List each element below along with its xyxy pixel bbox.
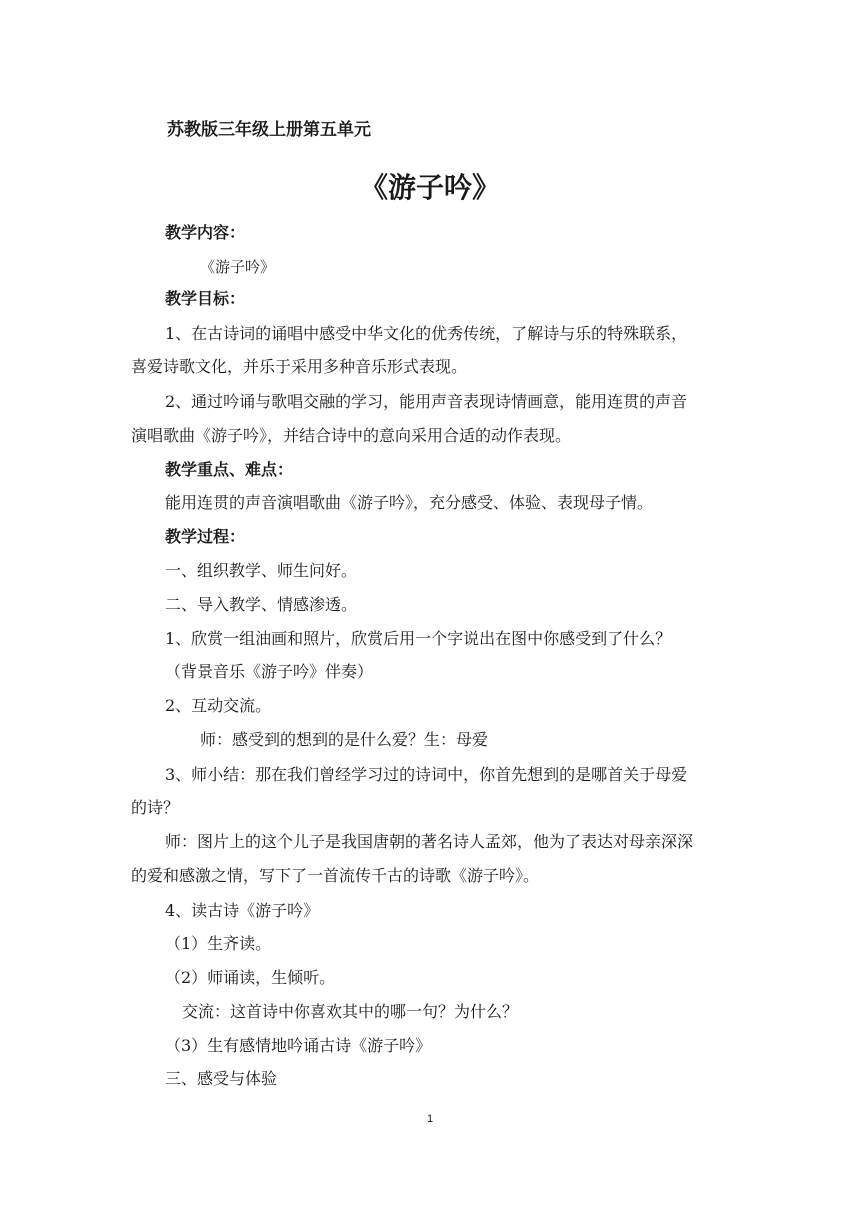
step-2-4-2b: 交流：这首诗中你喜欢其中的哪一句？为什么？ [182, 1002, 519, 1021]
step-2-3-line1: 3、师小结：那在我们曾经学习过的诗词中，你首先想到的是哪首关于母爱 [165, 765, 688, 784]
process-heading: 教学过程： [165, 527, 246, 546]
step-2-1b: （背景音乐《游子吟》伴奏） [165, 662, 374, 681]
teacher-line1: 师：图片上的这个儿子是我国唐朝的著名诗人孟郊，他为了表达对母亲深深 [165, 832, 694, 851]
teacher-line2: 的爱和感激之情，写下了一首流传千古的诗歌《游子吟》。 [131, 866, 540, 885]
step-2-4-3: （3）生有感情地吟诵古诗《游子吟》 [165, 1036, 432, 1055]
step-2-4-2: （2）师诵读，生倾听。 [165, 968, 336, 987]
content-text: 《游子吟》 [200, 258, 276, 276]
goals-heading: 教学目标： [165, 289, 246, 308]
step-2-2: 2、互动交流。 [165, 696, 272, 715]
step-1: 一、组织教学、师生问好。 [165, 561, 358, 580]
goal1-line1: 1、在古诗词的诵唱中感受中华文化的优秀传统，了解诗与乐的特殊联系， [165, 324, 688, 343]
step-2-4-1: （1）生齐读。 [165, 934, 272, 953]
page-number: 1 [426, 1113, 434, 1125]
key-heading: 教学重点、难点： [165, 460, 294, 479]
step-2-2b: 师：感受到的想到的是什么爱？生：母爱 [200, 730, 489, 749]
goal2-line1: 2、通过吟诵与歌唱交融的学习，能用声音表现诗情画意，能用连贯的声音 [165, 392, 688, 411]
step-3: 三、感受与体验 [165, 1069, 278, 1088]
key-text: 能用连贯的声音演唱歌曲《游子吟》，充分感受、体验、表现母子情。 [165, 493, 654, 512]
goal1-line2: 喜爱诗歌文化，并乐于采用多种音乐形式表现。 [131, 357, 468, 376]
step-2: 二、导入教学、情感渗透。 [165, 595, 358, 614]
step-2-1: 1、欣赏一组油画和照片，欣赏后用一个字说出在图中你感受到了什么？ [165, 629, 672, 648]
content-heading: 教学内容： [165, 223, 246, 242]
step-2-4: 4、读古诗《游子吟》 [165, 901, 320, 920]
document-subtitle: 苏教版三年级上册第五单元 [167, 120, 371, 140]
step-2-3-line2: 的诗？ [131, 798, 180, 817]
goal2-line2: 演唱歌曲《游子吟》，并结合诗中的意向采用合适的动作表现。 [131, 426, 572, 445]
document-title: 《游子吟》 [359, 171, 500, 204]
